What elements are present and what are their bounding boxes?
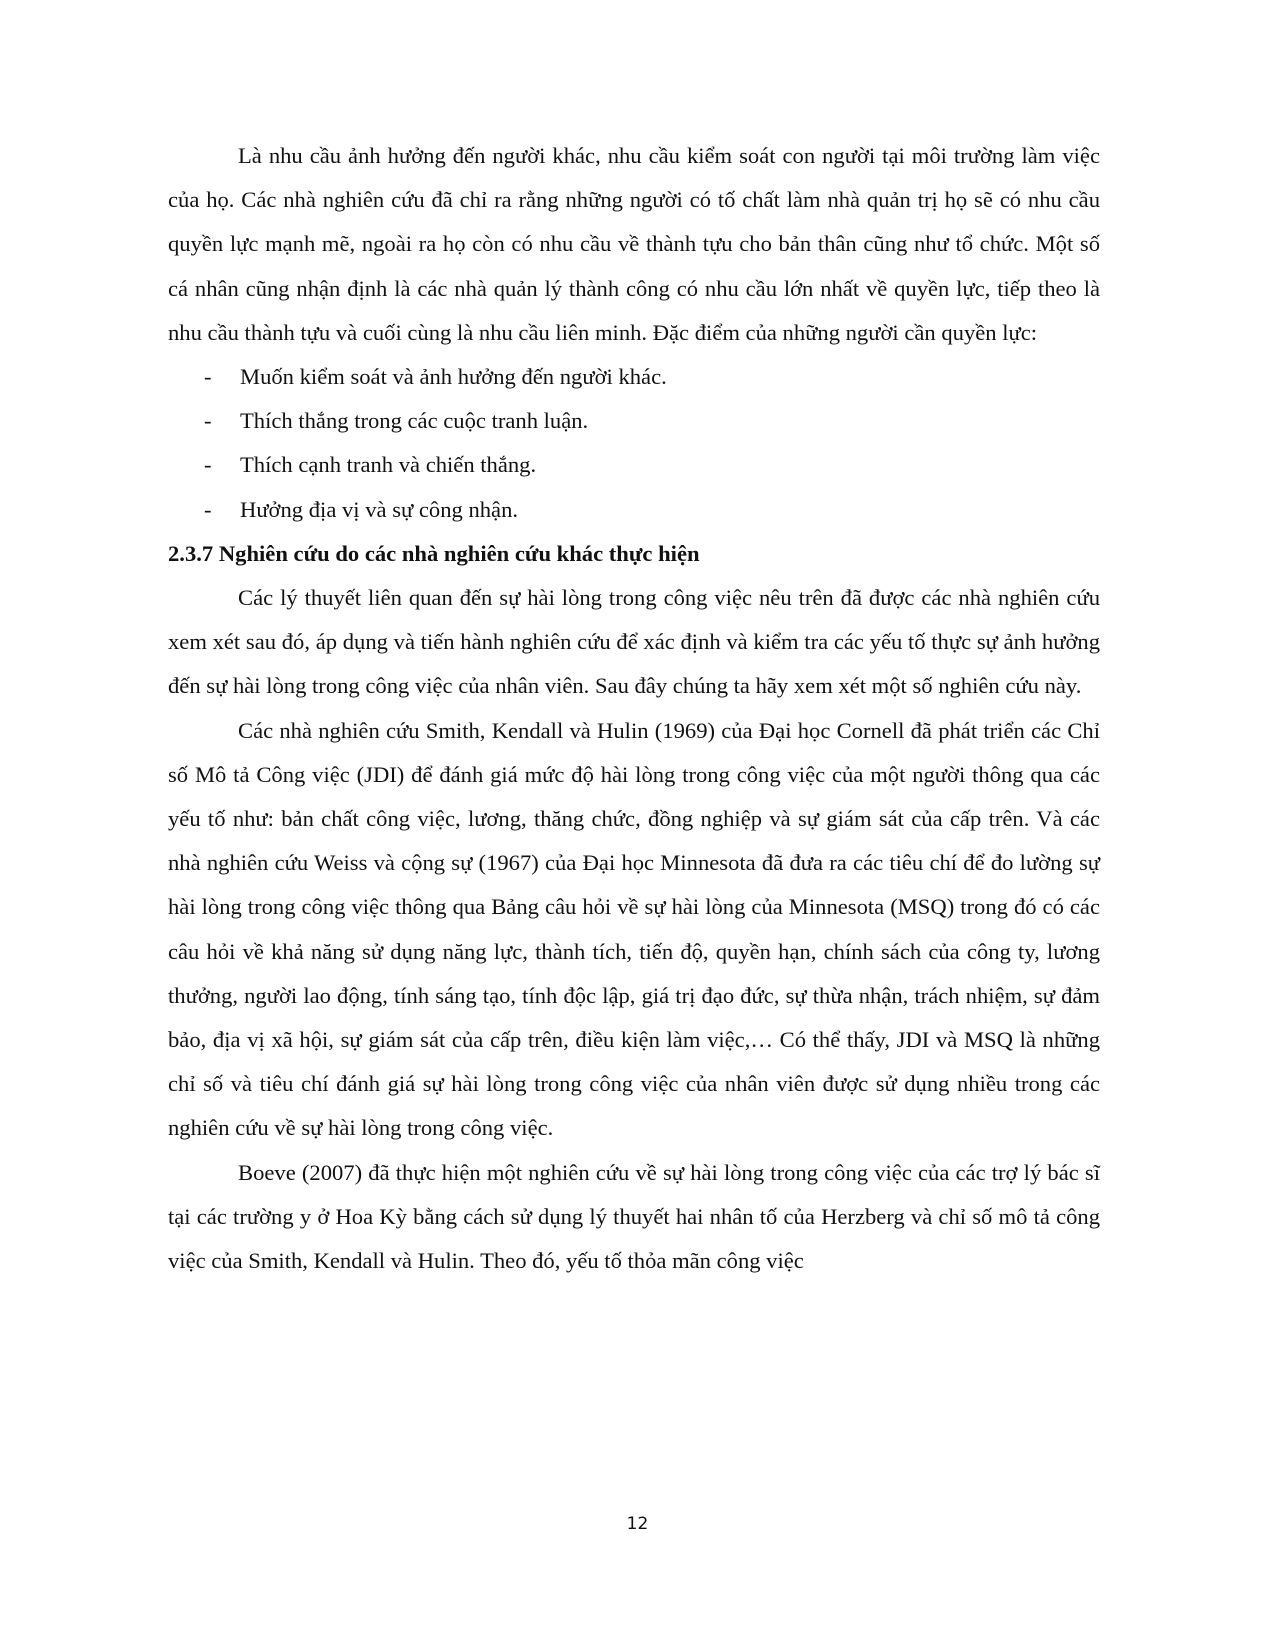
dash-bullet-icon: - bbox=[204, 496, 212, 522]
paragraph-jdi-msq: Các nhà nghiên cứu Smith, Kendall và Hulin (1969) của Đại học Cornell đã phát triển các Chỉ số Mô tả Công việc (JDI) để đánh giá mức độ hài lòng trong công việc của một người thông qua các yếu tố như: bản chất công việc, lương, thăng chức, đồng nghiệp và sự giám sát của cấp trên. Và các nhà nghiên cứu Weiss và cộng sự (1967) của Đại học Minnesota đã đưa ra các tiêu chí để đo lường sự hài lòng trong công việc thông qua Bảng câu hỏi về sự hài lòng của Minnesota (MSQ) trong đó có các câu hỏi về khả năng sử dụng năng lực, thành tích, tiến độ, quyền hạn, chính sách của công ty, lương thưởng, người lao động, tính sáng tạo, tính độc lập, giá trị đạo đức, sự thừa nhận, trách nhiệm, sự đảm bảo, địa vị xã hội, sự giám sát của cấp trên, điều kiện làm việc,… Có thể thấy, JDI và MSQ là những chỉ số và tiêu chí đánh giá sự hài lòng trong công việc của nhân viên được sử dụng nhiều trong các nghiên cứu về sự hài lòng trong công việc. bbox=[168, 717, 1100, 1141]
list-item-text: Muốn kiểm soát và ảnh hưởng đến người khác. bbox=[240, 364, 667, 390]
page-number: 12 bbox=[626, 1514, 649, 1534]
document-page bbox=[168, 134, 1100, 1283]
dash-bullet-icon: - bbox=[204, 452, 212, 478]
dash-bullet-icon: - bbox=[204, 364, 212, 390]
list-item bbox=[168, 399, 1100, 443]
paragraph-theories-applied: Các lý thuyết liên quan đến sự hài lòng trong công việc nêu trên đã được các nhà nghiên cứu xem xét sau đó, áp dụng và tiến hành nghiên cứu để xác định và kiểm tra các yếu tố thực sự ảnh hưởng đến sự hài lòng trong công việc của nhân viên. Sau đây chúng ta hãy xem xét một số nghiên cứu này. bbox=[168, 585, 1100, 699]
paragraph-power-need: Là nhu cầu ảnh hưởng đến người khác, nhu cầu kiểm soát con người tại môi trường làm việc của họ. Các nhà nghiên cứu đã chỉ ra rằng những người có tố chất làm nhà quản trị họ sẽ có nhu cầu quyền lực mạnh mẽ, ngoài ra họ còn có nhu cầu về thành tựu cho bản thân cũng như tổ chức. Một số cá nhân cũng nhận định là các nhà quản lý thành công có nhu cầu lớn nhất về quyền lực, tiếp theo là nhu cầu thành tựu và cuối cùng là nhu cầu liên minh. Đặc điểm của những người cần quyền lực: bbox=[168, 143, 1100, 345]
list-item bbox=[168, 488, 1100, 532]
list-item bbox=[168, 443, 1100, 487]
list-item bbox=[168, 355, 1100, 399]
list-item-text: Hưởng địa vị và sự công nhận. bbox=[240, 496, 519, 522]
list-item-text: Thích cạnh tranh và chiến thắng. bbox=[240, 452, 537, 478]
list-item-text: Thích thắng trong các cuộc tranh luận. bbox=[240, 408, 589, 434]
paragraph-boeve-study: Boeve (2007) đã thực hiện một nghiên cứu về sự hài lòng trong công việc của các trợ lý bác sĩ tại các trường y ở Hoa Kỳ bằng cách sử dụng lý thuyết hai nhân tố của Herzberg và chỉ số mô tả công việc của Smith, Kendall và Hulin. Theo đó, yếu tố thỏa mãn công việc bbox=[168, 1159, 1100, 1274]
dash-bullet-icon: - bbox=[204, 408, 212, 434]
power-traits-list bbox=[168, 355, 1100, 532]
section-heading: 2.3.7 Nghiên cứu do các nhà nghiên cứu khác thực hiện bbox=[168, 540, 700, 566]
